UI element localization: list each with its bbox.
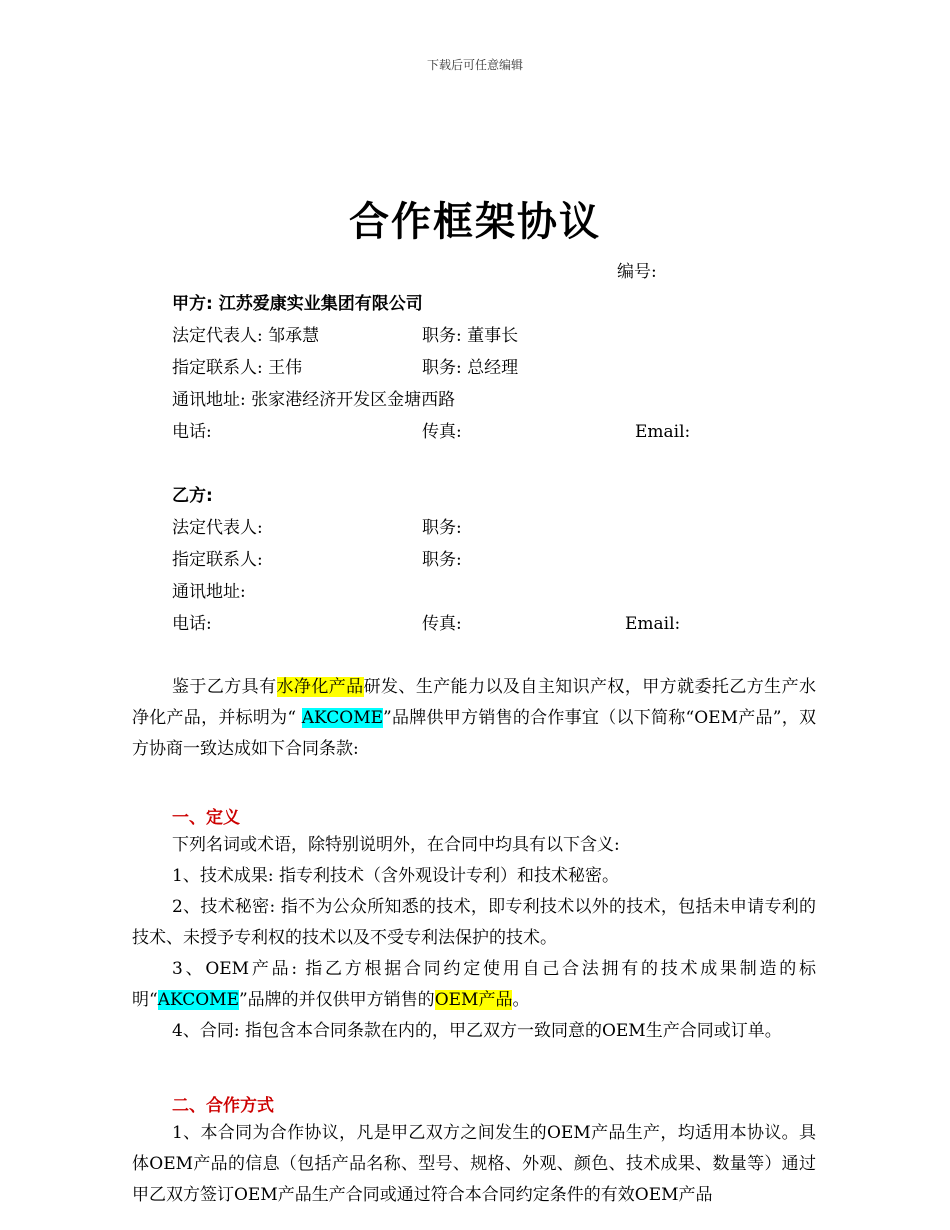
party-b-fax: 传真:	[422, 614, 462, 634]
party-b-rep-row	[172, 516, 772, 540]
party-a-contact-title: 职务: 总经理	[422, 358, 519, 378]
party-a-phone-row	[172, 420, 772, 444]
party-b-address: 通讯地址:	[172, 582, 246, 602]
section-1-item-3	[132, 954, 816, 1016]
section-1-item-1: 1、技术成果: 指专利技术（含外观设计专利）和技术秘密。	[172, 866, 619, 886]
party-a-rep-title: 职务: 董事长	[422, 326, 519, 346]
party-b-contact: 指定联系人:	[172, 550, 263, 570]
party-b-contact-row	[172, 548, 772, 572]
intro-text-2: 研发、生产能力以及自主知识产权，甲方就委托乙方生产水净化产品，并标明为“	[132, 677, 817, 728]
intro-paragraph	[132, 672, 816, 765]
party-b-email: Email:	[625, 614, 681, 634]
intro-highlight-brand: AKCOME	[301, 708, 384, 728]
party-a-contact-row	[172, 356, 772, 380]
intro-highlight-product: 水净化产品	[276, 677, 364, 697]
item-3-text-3: 。	[512, 990, 530, 1010]
item-3-text-2: ”品牌的并仅供甲方销售的	[238, 990, 435, 1010]
section-2-item-1: 1、本合同为合作协议，凡是甲乙双方之间发生的OEM产品生产，均适用本协议。具体OEM产品的信息（包括产品名称、型号、规格、外观、颜色、技术成果、数量等）通过甲乙双方签订OEM产品生产合同或通过符合本合同约定条件的有效OEM产品	[132, 1123, 816, 1205]
party-b-heading: 乙方:	[172, 486, 213, 506]
header-note: 下载后可任意编辑	[426, 58, 523, 72]
item-3-highlight-product: OEM产品	[434, 990, 513, 1010]
party-b-phone-row	[172, 612, 772, 636]
section-2-body	[132, 1118, 816, 1211]
section-1-lead: 下列名词或术语，除特别说明外，在合同中均具有以下含义:	[172, 835, 620, 855]
party-a-phone: 电话:	[172, 422, 212, 442]
document-title: 合作框架协议	[349, 199, 601, 245]
intro-text-3: ”品牌供甲方销售的合作事宜（以下简称“OEM产品”，双方协商一致达成如下合同条款:	[132, 708, 816, 759]
intro-text-1: 鉴于乙方具有	[172, 677, 277, 697]
section-1-item-2: 2、技术秘密: 指不为公众所知悉的技术，即专利技术以外的技术，包括未申请专利的技术、未授予专利权的技术以及不受专利法保护的技术。	[132, 897, 816, 948]
party-b-rep-title: 职务:	[422, 518, 462, 538]
party-b-contact-title: 职务:	[422, 550, 462, 570]
party-a-address: 通讯地址: 张家港经济开发区金塘西路	[172, 390, 456, 410]
section-2-heading: 二、合作方式	[172, 1096, 274, 1116]
item-3-text-1: 3、OEM产品: 指乙方根据合同约定使用自己合法拥有的技术成果制造的标明“	[132, 959, 816, 1010]
party-a-contact: 指定联系人: 王伟	[172, 358, 303, 378]
party-b-phone: 电话:	[172, 614, 212, 634]
party-a-rep: 法定代表人: 邹承慧	[172, 326, 320, 346]
party-a-heading: 甲方: 江苏爱康实业集团有限公司	[172, 294, 423, 314]
section-1-heading: 一、定义	[172, 808, 240, 828]
party-a-fax: 传真:	[422, 422, 462, 442]
serial-number-label: 编号:	[617, 262, 657, 282]
party-b-rep: 法定代表人:	[172, 518, 263, 538]
section-1-item-4: 4、合同: 指包含本合同条款在内的，甲乙双方一致同意的OEM生产合同或订单。	[172, 1021, 782, 1041]
item-3-highlight-brand: AKCOME	[157, 990, 239, 1010]
party-a-email: Email:	[635, 422, 691, 442]
party-a-rep-row	[172, 324, 772, 348]
section-1-body	[132, 830, 816, 1047]
